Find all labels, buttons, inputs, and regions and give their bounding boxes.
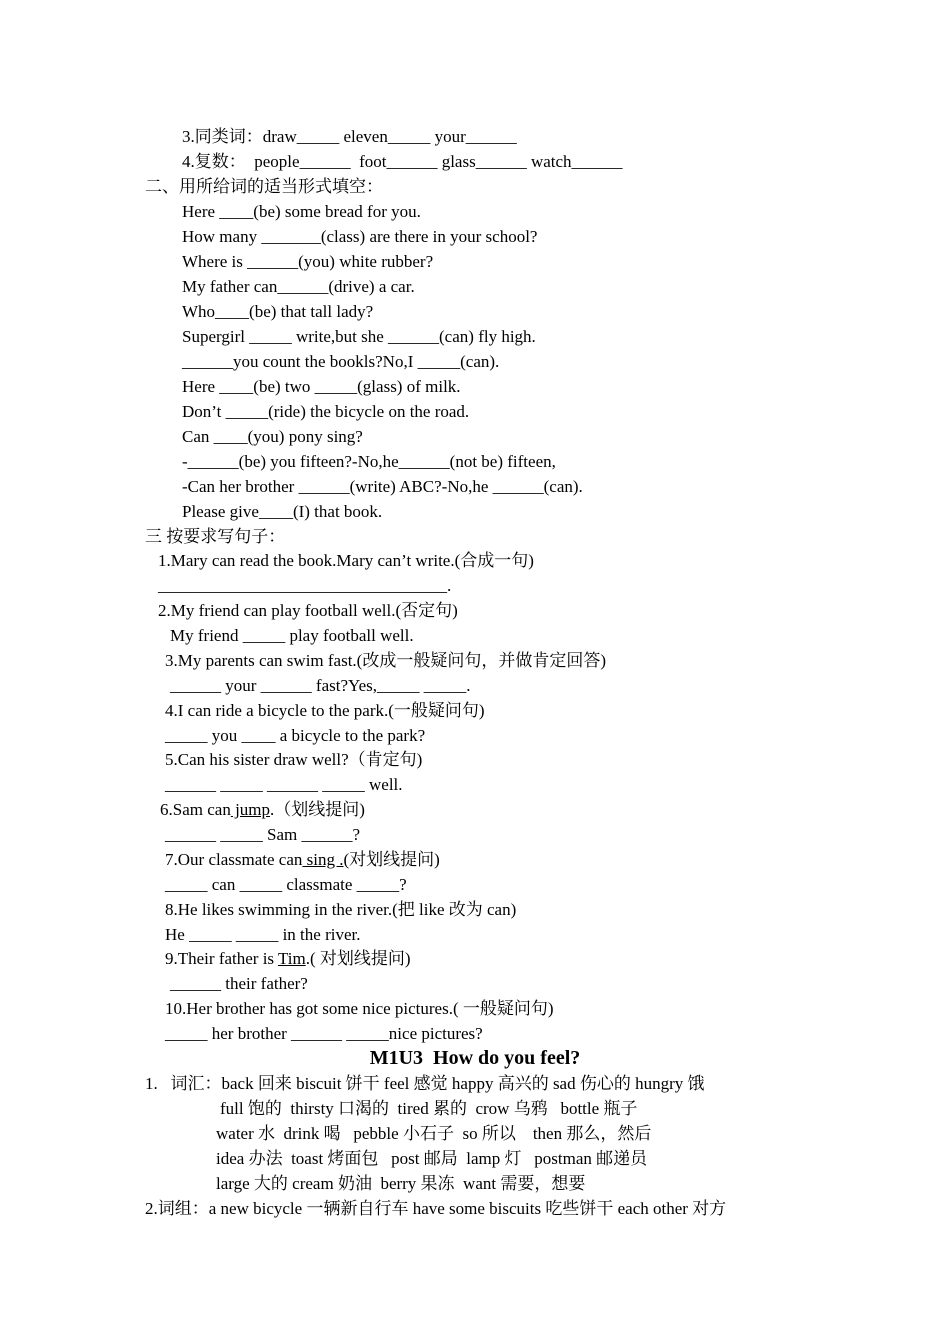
fill-item: Here ____(be) some bread for you. <box>182 202 421 221</box>
question-6 <box>160 799 365 821</box>
section3-heading: 三 按要求写句子： <box>145 527 286 546</box>
vocab-line: 1. 词汇：back 回来 biscuit 饼干 feel 感觉 happy 高兴的 sad 伤心的 hungry 饿 <box>145 1074 705 1093</box>
question-4: 4.I can ride a bicycle to the park.(一般疑问句) <box>165 701 485 720</box>
question-6-text: 6.Sam can <box>160 800 231 819</box>
answer-5: ______ _____ ______ _____ well. <box>165 775 403 794</box>
question-5: 5.Can his sister draw well?（肯定句) <box>165 750 423 769</box>
answer-1: __________________________________. <box>158 576 452 595</box>
question-7-instruction: (对划线提问) <box>343 850 440 869</box>
fill-item: -Can her brother ______(write) ABC?-No,he ______(can). <box>182 477 583 496</box>
underlined-word: Tim <box>277 949 306 968</box>
question-6-instruction: .（划线提问) <box>270 800 365 819</box>
question-3: 3.My parents can swim fast.(改成一般疑问句，并做肯定回答) <box>165 651 607 670</box>
question-7-text: 7.Our classmate can <box>165 850 303 869</box>
answer-2: My friend _____ play football well. <box>170 626 414 645</box>
question-2: 2.My friend can play football well.(否定句) <box>158 601 458 620</box>
fill-item: Don’t _____(ride) the bicycle on the road. <box>182 402 470 421</box>
phrase-line: 2.词组：a new bicycle 一辆新自行车 have some biscuits 吃些饼干 each other 对方 <box>145 1199 727 1218</box>
fill-item: Where is ______(you) white rubber? <box>182 252 434 271</box>
question-7 <box>165 849 440 871</box>
fill-item: -______(be) you fifteen?-No,he______(not be) fifteen, <box>182 452 556 471</box>
unit-title: M1U3 How do you feel? <box>369 1047 581 1069</box>
question-9-instruction: .( 对划线提问) <box>305 949 411 968</box>
vocab-line: full 饱的 thirsty 口渴的 tired 累的 crow 乌鸦 bottle 瓶子 <box>220 1099 638 1118</box>
question-9 <box>165 948 411 970</box>
question-10: 10.Her brother has got some nice pictures.( 一般疑问句) <box>165 999 554 1018</box>
section2-heading: 二、用所给词的适当形式填空： <box>145 177 383 196</box>
fill-item: Who____(be) that tall lady? <box>182 302 374 321</box>
fill-item: Here ____(be) two _____(glass) of milk. <box>182 377 461 396</box>
answer-4: _____ you ____ a bicycle to the park? <box>165 726 426 745</box>
fill-item: Can ____(you) pony sing? <box>182 427 363 446</box>
answer-6: ______ _____ Sam ______? <box>165 825 361 844</box>
answer-3: ______ your ______ fast?Yes,_____ _____. <box>170 676 471 695</box>
vocab-line: water 水 drink 喝 pebble 小石子 so 所以 then 那么，然后 <box>216 1124 652 1143</box>
plural-line: 4.复数： people______ foot______ glass______ watch______ <box>182 152 623 171</box>
synonym-line: 3.同类词：draw_____ eleven_____ your______ <box>182 127 517 146</box>
answer-10: _____ her brother ______ _____nice pictures? <box>165 1024 483 1043</box>
fill-item: Please give____(I) that book. <box>182 502 383 521</box>
underlined-word: sing . <box>302 850 344 869</box>
vocab-line: large 大的 cream 奶油 berry 果冻 want 需要，想要 <box>216 1174 586 1193</box>
answer-7: _____ can _____ classmate _____? <box>165 875 407 894</box>
answer-8: He _____ _____ in the river. <box>165 925 361 944</box>
fill-item: How many _______(class) are there in your school? <box>182 227 538 246</box>
fill-item: Supergirl _____ write,but she ______(can) fly high. <box>182 327 536 346</box>
fill-item: ______you count the bookls?No,I _____(can). <box>182 352 500 371</box>
question-9-text: 9.Their father is <box>165 949 278 968</box>
fill-item: My father can______(drive) a car. <box>182 277 415 296</box>
question-8: 8.He likes swimming in the river.(把 like 改为 can) <box>165 900 517 919</box>
vocab-line: idea 办法 toast 烤面包 post 邮局 lamp 灯 postman 邮递员 <box>216 1149 648 1168</box>
question-1: 1.Mary can read the book.Mary can’t write.(合成一句) <box>158 551 534 570</box>
underlined-word: jump <box>230 800 271 819</box>
answer-9: ______ their father? <box>170 974 308 993</box>
